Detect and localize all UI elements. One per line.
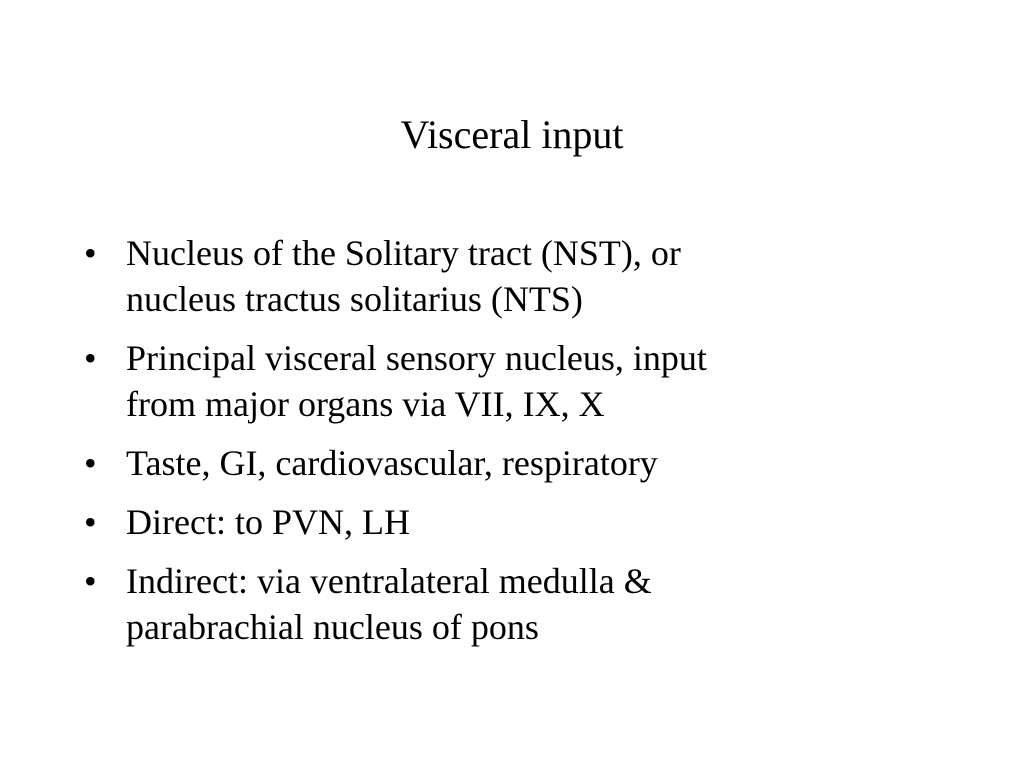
bullet-item [84,558,964,650]
bullet-item [84,440,964,486]
bullet-line: Taste, GI, cardiovascular, respiratory [126,443,658,483]
bullet-item [84,499,964,545]
bullet-line: from major organs via VII, IX, X [126,384,605,424]
bullet-line: Indirect: via ventralateral medulla & [126,561,652,601]
bullet-line: nucleus tractus solitarius (NTS) [126,279,583,319]
bullet-line: Principal visceral sensory nucleus, input [126,338,707,378]
slide-title: Visceral input [400,112,624,157]
bullet-line: Nucleus of the Solitary tract (NST), or [126,233,681,273]
bullet-marker: • [84,502,97,542]
bullet-marker: • [84,338,97,378]
bullet-item [84,335,964,427]
bullet-marker: • [84,561,97,601]
bullet-item [84,230,964,322]
bullet-marker: • [84,443,97,483]
bullet-list [84,230,964,663]
bullet-line: Direct: to PVN, LH [126,502,410,542]
bullet-marker: • [84,233,97,273]
bullet-line: parabrachial nucleus of pons [126,607,539,647]
